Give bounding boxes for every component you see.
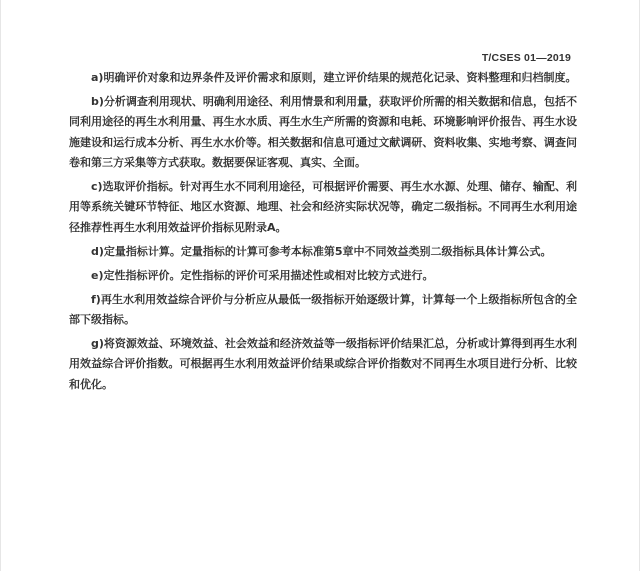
paragraph-a: a)明确评价对象和边界条件及评价需求和原则，建立评价结果的规范化记录、资料整理和归档制度。 <box>91 71 577 84</box>
standard-code: T/CSES 01—2019 <box>481 52 571 64</box>
paragraph-e: e)定性指标评价。定性指标的评价可采用描述性或相对比较方式进行。 <box>91 268 434 282</box>
paragraph-c: c)选取评价指标。针对再生水不同利用途径，可根据评价需要、再生水水源、处理、储存、输配、利用等系统关键环节特征、地区水资源、地理、社会和经济实际状况等，确定二级指标。不同再生水利用途径推荐性再生水利用效益评价指标见附录A。 <box>69 180 577 234</box>
paragraph-f: f)再生水利用效益综合评价与分析应从最低一级指标开始逐级计算，计算每一个上级指标所包含的全部下级指标。 <box>69 292 577 326</box>
paragraph-g: g)将资源效益、环境效益、社会效益和经济效益等一级指标评价结果汇总，分析或计算得到再生水利用效益综合评价指数。可根据再生水利用效益评价结果或综合评价指数对不同再生水项目进行分析、比较和优化。 <box>69 336 577 391</box>
paragraph-b: b)分析调查利用现状、明确利用途径、利用情景和利用量，获取评价所需的相关数据和信息，包括不同利用途径的再生水利用量、再生水水质、再生水生产所需的资源和电耗、环境影响评价报告、再生水设施建设和运行成本分析、再生水水价等。相关数据和信息可通过文献调研、资料收集、实地考察、调查问卷和第三方采集等方式获取。数据要保证客观、真实、全面。 <box>69 94 577 170</box>
document-body <box>69 68 577 399</box>
paragraph-d: d)定量指标计算。定量指标的计算可参考本标准第5章中不同效益类别二级指标具体计算公式。 <box>91 244 552 258</box>
